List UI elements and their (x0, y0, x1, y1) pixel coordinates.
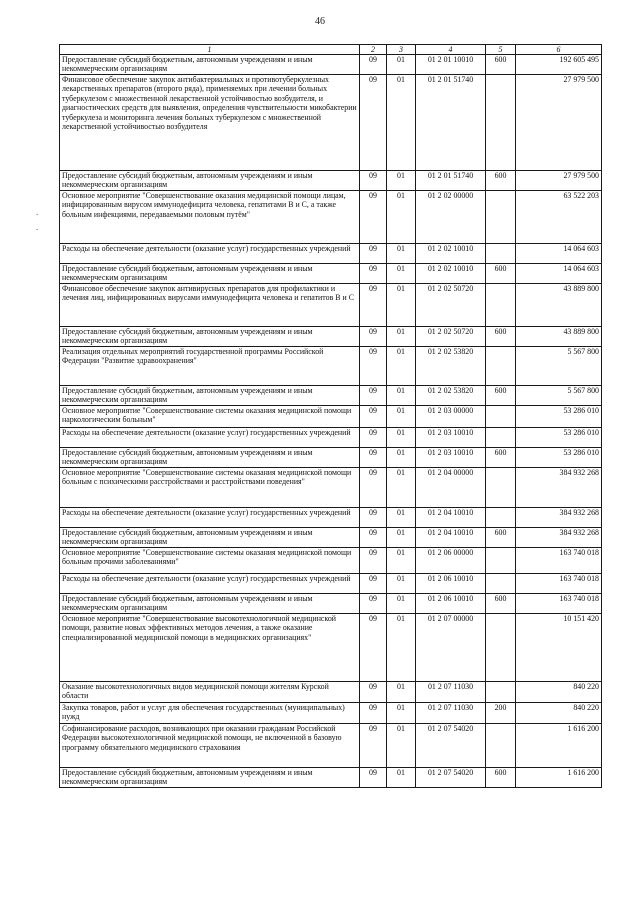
column-header: 2 (360, 45, 387, 55)
row-amount: 384 932 268 (516, 528, 602, 548)
table-row (60, 55, 602, 75)
row-expense-type (486, 284, 516, 327)
table-row (60, 244, 602, 264)
row-expense-type: 600 (486, 448, 516, 468)
row-section-code: 09 (360, 327, 387, 347)
row-subsection-code: 01 (387, 574, 416, 594)
row-target-article: 01 2 04 10010 (416, 508, 486, 528)
row-subsection-code: 01 (387, 594, 416, 614)
table-row (60, 682, 602, 703)
row-expense-type (486, 468, 516, 508)
row-target-article: 01 2 04 10010 (416, 528, 486, 548)
row-target-article: 01 2 02 50720 (416, 284, 486, 327)
table-row (60, 508, 602, 528)
column-header: 4 (416, 45, 486, 55)
row-subsection-code: 01 (387, 171, 416, 191)
row-expense-type: 600 (486, 528, 516, 548)
row-subsection-code: 01 (387, 327, 416, 347)
row-amount: 384 932 268 (516, 508, 602, 528)
row-subsection-code: 01 (387, 528, 416, 548)
table-row (60, 428, 602, 448)
row-target-article: 01 2 03 10010 (416, 448, 486, 468)
row-target-article: 01 2 06 10010 (416, 574, 486, 594)
row-subsection-code: 01 (387, 264, 416, 284)
row-target-article: 01 2 03 00000 (416, 406, 486, 428)
row-expense-type (486, 191, 516, 244)
table-row (60, 75, 602, 171)
row-expense-type (486, 347, 516, 386)
row-subsection-code: 01 (387, 386, 416, 406)
row-expense-type: 200 (486, 703, 516, 724)
row-amount: 27 979 500 (516, 171, 602, 191)
row-description: Предоставление субсидий бюджетным, автономным учреждениям и иным некоммерческим организациям (60, 171, 360, 191)
row-section-code: 09 (360, 244, 387, 264)
row-description: Расходы на обеспечение деятельности (оказание услуг) государственных учреждений (60, 428, 360, 448)
table-row (60, 406, 602, 428)
row-expense-type: 600 (486, 55, 516, 75)
row-section-code: 09 (360, 347, 387, 386)
row-amount: 1 616 200 (516, 768, 602, 788)
row-target-article: 01 2 06 00000 (416, 548, 486, 574)
table-row (60, 724, 602, 768)
row-section-code: 09 (360, 528, 387, 548)
row-target-article: 01 2 07 00000 (416, 614, 486, 682)
row-subsection-code: 01 (387, 724, 416, 768)
row-target-article: 01 2 01 51740 (416, 171, 486, 191)
row-section-code: 09 (360, 284, 387, 327)
row-target-article: 01 2 06 10010 (416, 594, 486, 614)
row-target-article: 01 2 02 50720 (416, 327, 486, 347)
row-subsection-code: 01 (387, 406, 416, 428)
table-row (60, 347, 602, 386)
budget-table (59, 44, 602, 788)
table-body (60, 55, 602, 788)
row-subsection-code: 01 (387, 614, 416, 682)
row-description: Предоставление субсидий бюджетным, автономным учреждениям и иным некоммерческим организациям (60, 448, 360, 468)
column-header: 1 (60, 45, 360, 55)
row-subsection-code: 01 (387, 428, 416, 448)
row-section-code: 09 (360, 428, 387, 448)
row-section-code: 09 (360, 75, 387, 171)
row-subsection-code: 01 (387, 768, 416, 788)
table-row (60, 528, 602, 548)
row-amount: 384 932 268 (516, 468, 602, 508)
table-row (60, 594, 602, 614)
row-amount: 5 567 800 (516, 386, 602, 406)
row-amount: 14 064 603 (516, 244, 602, 264)
row-section-code: 09 (360, 724, 387, 768)
row-expense-type: 600 (486, 768, 516, 788)
row-target-article: 01 2 01 51740 (416, 75, 486, 171)
row-expense-type (486, 614, 516, 682)
row-subsection-code: 01 (387, 191, 416, 244)
row-amount: 163 740 018 (516, 594, 602, 614)
table-row (60, 171, 602, 191)
row-amount: 43 889 800 (516, 327, 602, 347)
row-description: Основное мероприятие "Совершенствование оказания медицинской помощи лицам, инфицированным вирусом иммунодефицита человека, гепатитами В и С, а также больным инфекциями, передаваемыми половым путём" (60, 191, 360, 244)
table-row (60, 614, 602, 682)
row-amount: 10 151 420 (516, 614, 602, 682)
table-row (60, 448, 602, 468)
row-section-code: 09 (360, 406, 387, 428)
row-target-article: 01 2 01 10010 (416, 55, 486, 75)
row-subsection-code: 01 (387, 703, 416, 724)
row-target-article: 01 2 07 54020 (416, 768, 486, 788)
row-amount: 63 522 203 (516, 191, 602, 244)
row-subsection-code: 01 (387, 75, 416, 171)
table-row (60, 574, 602, 594)
table-row (60, 703, 602, 724)
table-row (60, 327, 602, 347)
row-section-code: 09 (360, 55, 387, 75)
row-amount: 163 740 018 (516, 548, 602, 574)
row-section-code: 09 (360, 191, 387, 244)
row-amount: 53 286 010 (516, 406, 602, 428)
row-amount: 163 740 018 (516, 574, 602, 594)
row-amount: 840 220 (516, 703, 602, 724)
row-target-article: 01 2 02 00000 (416, 191, 486, 244)
row-amount: 53 286 010 (516, 428, 602, 448)
row-description: Финансовое обеспечение закупок антивирусных препаратов для профилактики и лечения лиц, инфицированных вирусами иммунодефицита человека и гепатитов В и С (60, 284, 360, 327)
row-section-code: 09 (360, 448, 387, 468)
row-expense-type: 600 (486, 264, 516, 284)
row-expense-type (486, 508, 516, 528)
row-section-code: 09 (360, 703, 387, 724)
row-target-article: 01 2 02 10010 (416, 264, 486, 284)
row-description: Оказание высокотехнологичных видов медицинской помощи жителям Курской области (60, 682, 360, 703)
column-header: 3 (387, 45, 416, 55)
table-row (60, 386, 602, 406)
row-description: Предоставление субсидий бюджетным, автономным учреждениям и иным некоммерческим организациям (60, 55, 360, 75)
row-subsection-code: 01 (387, 244, 416, 264)
row-description: Расходы на обеспечение деятельности (оказание услуг) государственных учреждений (60, 574, 360, 594)
table-row (60, 191, 602, 244)
row-expense-type: 600 (486, 327, 516, 347)
row-target-article: 01 2 02 53820 (416, 386, 486, 406)
row-target-article: 01 2 07 54020 (416, 724, 486, 768)
row-section-code: 09 (360, 264, 387, 284)
row-section-code: 09 (360, 468, 387, 508)
row-subsection-code: 01 (387, 347, 416, 386)
row-description: Реализация отдельных мероприятий государственной программы Российской Федерации "Развитие здравоохранения" (60, 347, 360, 386)
page-number: 46 (315, 16, 325, 27)
row-amount: 1 616 200 (516, 724, 602, 768)
margin-mark: . (36, 207, 39, 217)
row-amount: 840 220 (516, 682, 602, 703)
row-subsection-code: 01 (387, 682, 416, 703)
column-header: 6 (516, 45, 602, 55)
row-section-code: 09 (360, 386, 387, 406)
table-row (60, 548, 602, 574)
row-description: Предоставление субсидий бюджетным, автономным учреждениям и иным некоммерческим организациям (60, 327, 360, 347)
row-target-article: 01 2 04 00000 (416, 468, 486, 508)
row-description: Предоставление субсидий бюджетным, автономным учреждениям и иным некоммерческим организациям (60, 528, 360, 548)
row-amount: 43 889 800 (516, 284, 602, 327)
row-section-code: 09 (360, 614, 387, 682)
row-expense-type: 600 (486, 171, 516, 191)
row-description: Основное мероприятие "Совершенствование высокотехнологичной медицинской помощи, развитие новых эффективных методов лечения, а также оказание специализированной медицинской помощи в медицинских организациях" (60, 614, 360, 682)
row-description: Предоставление субсидий бюджетным, автономным учреждениям и иным некоммерческим организациям (60, 264, 360, 284)
row-description: Предоставление субсидий бюджетным, автономным учреждениям и иным некоммерческим организациям (60, 594, 360, 614)
row-description: Предоставление субсидий бюджетным, автономным учреждениям и иным некоммерческим организациям (60, 768, 360, 788)
row-subsection-code: 01 (387, 508, 416, 528)
margin-mark: . (36, 222, 39, 232)
row-amount: 5 567 800 (516, 347, 602, 386)
row-expense-type (486, 75, 516, 171)
row-subsection-code: 01 (387, 448, 416, 468)
row-section-code: 09 (360, 171, 387, 191)
row-description: Основное мероприятие "Совершенствование системы оказания медицинской помощи больным прочими заболеваниями" (60, 548, 360, 574)
row-expense-type (486, 428, 516, 448)
row-expense-type (486, 724, 516, 768)
row-subsection-code: 01 (387, 468, 416, 508)
table-row (60, 768, 602, 788)
row-description: Основное мероприятие "Совершенствование системы оказания медицинской помощи наркологическим больным" (60, 406, 360, 428)
row-expense-type: 600 (486, 594, 516, 614)
row-subsection-code: 01 (387, 284, 416, 327)
row-target-article: 01 2 02 53820 (416, 347, 486, 386)
row-expense-type (486, 406, 516, 428)
row-description: Расходы на обеспечение деятельности (оказание услуг) государственных учреждений (60, 244, 360, 264)
row-amount: 14 064 603 (516, 264, 602, 284)
table-row (60, 468, 602, 508)
row-description: Основное мероприятие "Совершенствование системы оказания медицинской помощи больным с психическими расстройствами и расстройствами поведения" (60, 468, 360, 508)
row-expense-type (486, 244, 516, 264)
row-subsection-code: 01 (387, 55, 416, 75)
row-amount: 27 979 500 (516, 75, 602, 171)
column-header: 5 (486, 45, 516, 55)
row-section-code: 09 (360, 548, 387, 574)
row-section-code: 09 (360, 574, 387, 594)
row-target-article: 01 2 02 10010 (416, 244, 486, 264)
row-target-article: 01 2 03 10010 (416, 428, 486, 448)
row-expense-type (486, 682, 516, 703)
table-row (60, 264, 602, 284)
header-row (60, 45, 602, 55)
row-expense-type (486, 574, 516, 594)
row-section-code: 09 (360, 594, 387, 614)
row-target-article: 01 2 07 11030 (416, 682, 486, 703)
row-description: Финансовое обеспечение закупок антибактериальных и противотуберкулезных лекарственных препаратов (второго ряда), применяемых при лечении больных туберкулезом с множественной лекарственной устойчивостью возбудителя, и диагностических средств для выявления, определения чувствительности микобактерии туберкулеза и мониторинга лечения больных туберкулезом с множественной лекарственной устойчивостью возбудителя (60, 75, 360, 171)
row-section-code: 09 (360, 508, 387, 528)
row-target-article: 01 2 07 11030 (416, 703, 486, 724)
row-amount: 53 286 010 (516, 448, 602, 468)
row-description: Расходы на обеспечение деятельности (оказание услуг) государственных учреждений (60, 508, 360, 528)
row-expense-type: 600 (486, 386, 516, 406)
row-expense-type (486, 548, 516, 574)
row-subsection-code: 01 (387, 548, 416, 574)
row-description: Закупка товаров, работ и услуг для обеспечения государственных (муниципальных) нужд (60, 703, 360, 724)
row-section-code: 09 (360, 768, 387, 788)
row-section-code: 09 (360, 682, 387, 703)
table-row (60, 284, 602, 327)
row-description: Софинансирование расходов, возникающих при оказании гражданам Российской Федерации высокотехнологичной медицинской помощи, не включенной в базовую программу обязательного медицинского страхования (60, 724, 360, 768)
row-amount: 192 605 495 (516, 55, 602, 75)
row-description: Предоставление субсидий бюджетным, автономным учреждениям и иным некоммерческим организациям (60, 386, 360, 406)
